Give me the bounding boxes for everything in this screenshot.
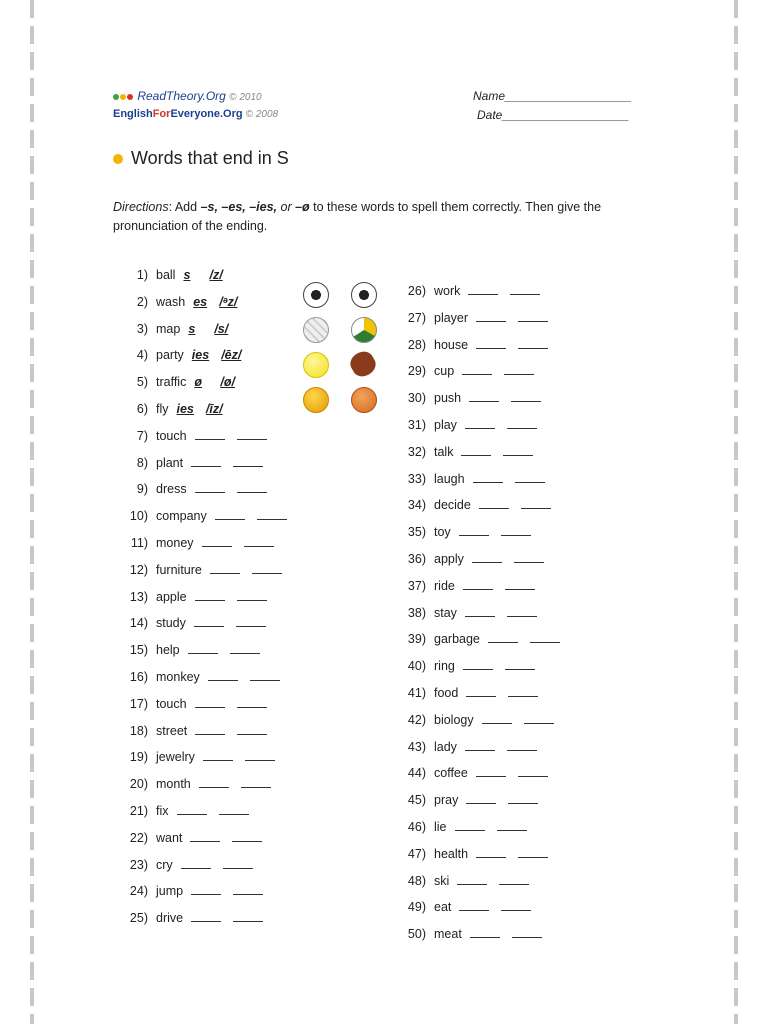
logo2-part-a: English [113, 108, 153, 120]
item-word: street [156, 723, 188, 738]
page-edge-left [30, 0, 34, 1024]
pronunciation-blank[interactable] [230, 640, 260, 654]
item-number: 29) [407, 364, 426, 379]
item-number: 23) [129, 857, 148, 872]
item-word: player [434, 310, 469, 325]
item-number: 10) [129, 509, 148, 524]
ending-blank[interactable] [210, 560, 240, 574]
red-dot-icon [127, 94, 133, 100]
readtheory-logo [113, 89, 262, 103]
pronunciation-blank[interactable] [510, 281, 540, 295]
pronunciation-blank[interactable] [241, 774, 271, 788]
pronunciation-blank[interactable] [504, 361, 534, 375]
word-item [118, 828, 262, 848]
answer-pronunciation: /s/ [214, 321, 229, 336]
item-number: 5) [136, 375, 148, 390]
ending-blank[interactable] [459, 897, 489, 911]
word-item [396, 710, 554, 730]
item-word: apply [434, 552, 464, 566]
pronunciation-blank[interactable] [518, 844, 548, 858]
pronunciation-blank[interactable] [507, 603, 537, 617]
item-number: 36) [407, 552, 426, 566]
word-item [118, 640, 260, 660]
item-word: want [156, 830, 183, 845]
beach-ball-icon [303, 387, 329, 413]
word-item [396, 737, 537, 757]
answer-pronunciation: /ø/ [220, 375, 235, 390]
ending-blank[interactable] [472, 549, 502, 563]
item-word: coffee [434, 766, 468, 781]
item-number: 7) [136, 428, 148, 443]
answer-pronunciation: /ᵊz/ [219, 294, 238, 309]
name-field[interactable]: Name___________________ [473, 89, 632, 103]
green-dot-icon [113, 94, 119, 100]
ending-blank[interactable] [482, 710, 512, 724]
ending-blank[interactable] [455, 817, 485, 831]
pronunciation-blank[interactable] [497, 817, 527, 831]
ending-blank[interactable] [476, 763, 506, 777]
item-number: 32) [407, 444, 426, 459]
pronunciation-blank[interactable] [237, 694, 267, 708]
pronunciation-blank[interactable] [250, 667, 280, 681]
directions-or: or [277, 200, 296, 214]
ending-blank[interactable] [465, 415, 495, 429]
basketball-icon [351, 387, 377, 413]
ending-blank[interactable] [191, 453, 221, 467]
pronunciation-blank[interactable] [244, 533, 274, 547]
item-number: 14) [129, 616, 148, 631]
word-item [396, 817, 527, 837]
item-word: touch [156, 428, 187, 443]
ending-blank[interactable] [215, 506, 245, 520]
item-word: eat [434, 900, 452, 915]
pronunciation-blank[interactable] [232, 828, 262, 842]
item-word: biology [434, 712, 474, 727]
item-word: laugh [434, 471, 465, 486]
item-number: 39) [407, 632, 426, 647]
item-word: plant [156, 455, 184, 470]
ending-blank[interactable] [195, 426, 225, 440]
ending-blank[interactable] [191, 881, 221, 895]
ending-blank[interactable] [177, 801, 207, 815]
word-item [396, 469, 545, 489]
word-item [396, 549, 544, 569]
item-word: play [434, 418, 457, 432]
word-item [118, 533, 274, 553]
pronunciation-blank[interactable] [257, 506, 287, 520]
ending-blank[interactable] [461, 442, 491, 456]
directions-last-ending: –ø [295, 200, 310, 214]
pronunciation-blank[interactable] [245, 747, 275, 761]
yellow-dot-icon [120, 94, 126, 100]
item-word: pray [434, 793, 459, 808]
answer-ending: s [188, 321, 196, 336]
word-item [396, 415, 537, 435]
tennis-ball-icon [303, 352, 329, 378]
item-word: jump [156, 884, 184, 899]
item-word: furniture [156, 562, 202, 577]
word-item [118, 774, 271, 794]
worksheet-title [113, 148, 289, 169]
word-item [118, 747, 275, 767]
answer-pronunciation: /z/ [209, 268, 223, 282]
item-number: 8) [136, 455, 148, 470]
pronunciation-blank[interactable] [233, 453, 263, 467]
pronunciation-blank[interactable] [511, 388, 541, 402]
word-item [118, 721, 267, 741]
item-word: ski [434, 873, 450, 888]
item-word: stay [434, 605, 457, 620]
word-item [118, 479, 267, 499]
item-word: health [434, 846, 469, 861]
item-number: 38) [407, 605, 426, 620]
item-word: traffic [156, 375, 187, 390]
answer-ending: ø [194, 375, 202, 390]
ending-blank[interactable] [466, 790, 496, 804]
item-number: 26) [407, 284, 426, 298]
directions-post: to these words to spell them correctly. Then give the pronunciation of the ending. [113, 200, 602, 233]
word-item [118, 587, 267, 607]
ending-blank[interactable] [463, 656, 493, 670]
word-item [118, 801, 249, 821]
ending-blank[interactable] [195, 479, 225, 493]
answer-ending: es [193, 294, 208, 309]
pronunciation-blank[interactable] [237, 721, 267, 735]
item-number: 24) [129, 884, 148, 899]
word-item [396, 924, 542, 944]
ending-blank[interactable] [181, 855, 211, 869]
item-number: 1) [136, 268, 148, 282]
word-item [396, 522, 531, 542]
ending-blank[interactable] [476, 308, 506, 322]
word-item [396, 335, 548, 355]
date-field[interactable]: Date___________________ [477, 108, 630, 122]
directions-label: Directions [113, 200, 169, 214]
item-number: 48) [407, 873, 426, 888]
word-item [118, 453, 263, 473]
word-item [396, 361, 534, 381]
pronunciation-blank[interactable] [530, 629, 560, 643]
item-word: ride [434, 578, 455, 593]
pronunciation-blank[interactable] [233, 908, 263, 922]
ending-blank[interactable] [465, 603, 495, 617]
soccer-ball-icon [303, 282, 329, 308]
ending-blank[interactable] [466, 683, 496, 697]
item-word: push [434, 391, 462, 406]
answer-pronunciation: /ēz/ [221, 348, 242, 363]
ending-blank[interactable] [194, 613, 224, 627]
answer-ending: s [183, 268, 191, 282]
item-number: 45) [407, 793, 426, 808]
item-number: 9) [136, 482, 148, 497]
ending-blank[interactable] [188, 640, 218, 654]
item-number: 11) [130, 536, 148, 550]
pronunciation-blank[interactable] [512, 924, 542, 938]
item-number: 43) [407, 739, 426, 754]
item-word: ring [434, 659, 455, 674]
word-item [118, 694, 267, 714]
word-item [118, 292, 237, 312]
item-number: 41) [407, 686, 426, 700]
ending-blank[interactable] [463, 576, 493, 590]
pronunciation-blank[interactable] [524, 710, 554, 724]
word-item [396, 388, 541, 408]
bullet-icon [113, 154, 123, 164]
item-word: money [156, 536, 194, 550]
ending-blank[interactable] [465, 737, 495, 751]
pronunciation-blank[interactable] [521, 495, 551, 509]
word-item [118, 506, 287, 526]
answer-pronunciation: /īz/ [205, 402, 223, 416]
word-item [396, 442, 533, 462]
word-item [396, 308, 548, 328]
word-item [396, 683, 538, 703]
item-number: 18) [129, 723, 148, 738]
word-item [396, 763, 548, 783]
item-number: 33) [407, 471, 426, 486]
pronunciation-blank[interactable] [508, 790, 538, 804]
ending-blank[interactable] [191, 908, 221, 922]
item-word: cry [156, 857, 173, 872]
word-item [396, 576, 535, 596]
item-number: 44) [407, 766, 426, 781]
item-number: 30) [407, 391, 426, 406]
item-number: 50) [407, 927, 426, 942]
word-item [118, 426, 267, 446]
word-item [118, 319, 228, 339]
pronunciation-blank[interactable] [233, 881, 263, 895]
item-word: apple [156, 589, 187, 604]
item-word: study [156, 616, 186, 631]
pronunciation-blank[interactable] [505, 576, 535, 590]
word-item [396, 844, 548, 864]
item-number: 3) [136, 321, 148, 336]
englishforeveryone-logo [113, 108, 278, 120]
answer-ending: ies [176, 402, 194, 416]
word-item [118, 667, 280, 687]
item-word: ball [156, 268, 176, 282]
item-number: 20) [129, 777, 148, 792]
worksheet-title-text: Words that end in S [131, 148, 289, 168]
word-item [118, 560, 282, 580]
pronunciation-blank[interactable] [223, 855, 253, 869]
item-number: 37) [407, 578, 426, 593]
pronunciation-blank[interactable] [236, 613, 266, 627]
ending-blank[interactable] [199, 774, 229, 788]
ending-blank[interactable] [473, 469, 503, 483]
logo2-part-b: For [152, 108, 171, 120]
volleyball-icon [351, 317, 377, 343]
directions-text [113, 198, 653, 236]
logo2-part-c: Everyone.Org [170, 108, 243, 120]
item-number: 49) [407, 900, 426, 915]
answer-ending: ies [191, 348, 210, 363]
pronunciation-blank[interactable] [237, 587, 267, 601]
football-icon [347, 348, 380, 381]
item-word: touch [156, 696, 187, 711]
item-word: monkey [156, 670, 200, 684]
item-word: lie [434, 820, 447, 834]
item-word: month [156, 777, 191, 792]
word-item [396, 281, 540, 301]
volleyball-icon [303, 317, 329, 343]
item-word: party [156, 348, 184, 363]
soccer-ball-icon [351, 282, 377, 308]
item-word: fly [156, 402, 169, 416]
pronunciation-blank[interactable] [515, 469, 545, 483]
ending-blank[interactable] [459, 522, 489, 536]
word-item [396, 790, 538, 810]
word-item [118, 855, 253, 875]
pronunciation-blank[interactable] [219, 801, 249, 815]
pronunciation-blank[interactable] [507, 415, 537, 429]
word-item [118, 881, 263, 901]
item-word: garbage [434, 632, 480, 647]
ending-blank[interactable] [468, 281, 498, 295]
item-word: food [434, 686, 459, 700]
word-item [396, 656, 535, 676]
word-item [396, 897, 531, 917]
item-word: meat [434, 927, 462, 942]
word-item [118, 345, 241, 365]
word-item [118, 372, 235, 392]
item-word: cup [434, 364, 455, 379]
ending-blank[interactable] [195, 587, 225, 601]
item-word: fix [156, 804, 169, 818]
ending-blank[interactable] [462, 361, 492, 375]
item-number: 28) [407, 337, 426, 352]
pronunciation-blank[interactable] [237, 479, 267, 493]
pronunciation-blank[interactable] [501, 522, 531, 536]
ending-blank[interactable] [476, 335, 506, 349]
item-word: dress [156, 482, 187, 497]
ending-blank[interactable] [202, 533, 232, 547]
item-number: 2) [136, 294, 148, 309]
pronunciation-blank[interactable] [505, 656, 535, 670]
item-number: 42) [407, 712, 426, 727]
item-number: 13) [129, 589, 148, 604]
item-word: house [434, 337, 469, 352]
item-word: talk [434, 444, 454, 459]
page-edge-right [734, 0, 738, 1024]
item-number: 25) [129, 911, 148, 926]
ending-blank[interactable] [190, 828, 220, 842]
pronunciation-blank[interactable] [237, 426, 267, 440]
item-number: 22) [129, 830, 148, 845]
item-word: toy [434, 525, 451, 540]
item-number: 16) [129, 670, 148, 684]
logo-copyright: © 2010 [229, 92, 262, 103]
item-word: wash [156, 294, 186, 309]
item-number: 4) [136, 348, 148, 363]
item-number: 47) [407, 846, 426, 861]
item-word: work [434, 284, 461, 298]
item-number: 46) [407, 820, 426, 834]
ending-blank[interactable] [479, 495, 509, 509]
item-number: 19) [129, 750, 148, 765]
pronunciation-blank[interactable] [508, 683, 538, 697]
item-number: 15) [129, 643, 148, 658]
item-word: company [156, 509, 207, 524]
ending-blank[interactable] [470, 924, 500, 938]
pronunciation-blank[interactable] [507, 737, 537, 751]
item-number: 35) [407, 525, 426, 540]
pronunciation-blank[interactable] [503, 442, 533, 456]
logo2-copyright: © 2008 [245, 109, 279, 120]
item-number: 31) [407, 418, 426, 432]
word-item [396, 629, 560, 649]
pronunciation-blank[interactable] [518, 763, 548, 777]
item-number: 12) [129, 562, 148, 577]
word-item [396, 495, 551, 515]
item-number: 34) [407, 498, 426, 513]
directions-pre: : Add [168, 200, 201, 214]
item-number: 40) [407, 659, 426, 674]
ending-blank[interactable] [457, 871, 487, 885]
word-item [118, 613, 266, 633]
word-item [118, 265, 223, 285]
pronunciation-blank[interactable] [501, 897, 531, 911]
item-word: jewelry [156, 750, 195, 765]
word-item [118, 399, 223, 419]
item-number: 21) [129, 804, 148, 818]
pronunciation-blank[interactable] [514, 549, 544, 563]
item-word: map [156, 321, 181, 336]
item-word: drive [156, 911, 184, 926]
item-word: help [156, 643, 180, 658]
item-number: 17) [129, 696, 148, 711]
logo-text: ReadTheory.Org [137, 89, 226, 103]
ending-blank[interactable] [469, 388, 499, 402]
item-word: decide [434, 498, 471, 513]
ending-blank[interactable] [195, 694, 225, 708]
ending-blank[interactable] [208, 667, 238, 681]
pronunciation-blank[interactable] [518, 308, 548, 322]
pronunciation-blank[interactable] [252, 560, 282, 574]
ending-blank[interactable] [203, 747, 233, 761]
word-item [396, 871, 529, 891]
item-word: lady [434, 739, 457, 754]
item-number: 27) [407, 310, 426, 325]
pronunciation-blank[interactable] [499, 871, 529, 885]
pronunciation-blank[interactable] [518, 335, 548, 349]
word-item [396, 603, 537, 623]
ending-blank[interactable] [195, 721, 225, 735]
item-number: 6) [136, 402, 148, 416]
ending-blank[interactable] [476, 844, 506, 858]
word-item [118, 908, 263, 928]
directions-endings: –s, –es, –ies, [200, 200, 278, 214]
ending-blank[interactable] [488, 629, 518, 643]
